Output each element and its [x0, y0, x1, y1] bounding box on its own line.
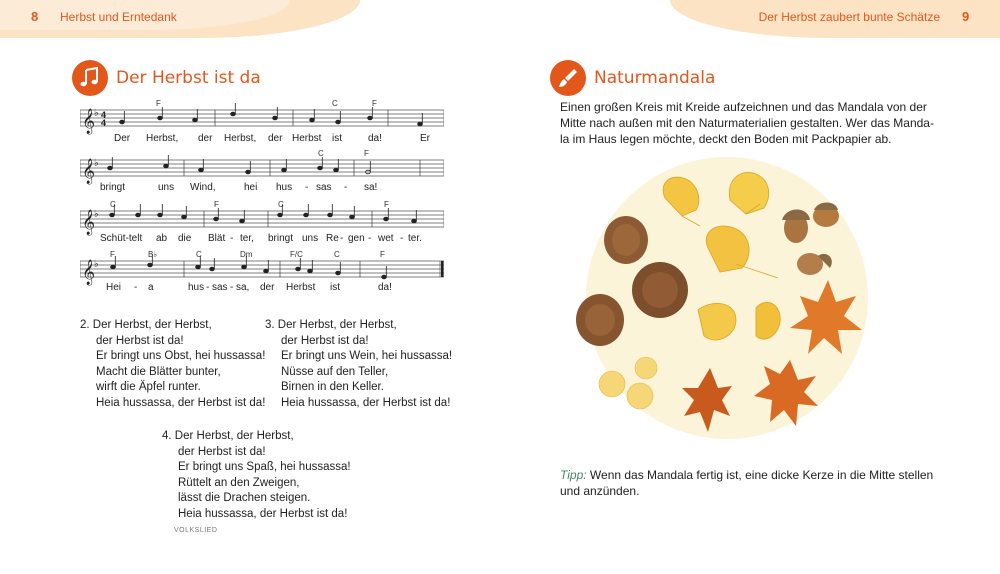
lyric-syllable: Herbst	[292, 133, 322, 144]
chord-label: C	[318, 149, 324, 158]
music-note-icon	[72, 60, 108, 96]
lyric-syllable: -	[134, 282, 138, 293]
lyric-syllable: ab	[156, 233, 168, 244]
tip-line	[560, 467, 940, 483]
lyric-syllable: uns	[302, 233, 319, 244]
svg-text:♭: ♭	[94, 108, 99, 119]
paintbrush-icon	[550, 60, 586, 96]
verse-line: Birnen in den Keller.	[281, 381, 384, 394]
lyric-syllable: Er	[420, 133, 430, 144]
instruction-line: Mitte nach außen mit den Naturmaterialien gestalten. Wer das Manda-	[560, 116, 934, 130]
chord-label: C	[110, 200, 116, 209]
verse-3	[265, 318, 452, 412]
lyric-syllable: hus	[188, 282, 205, 293]
lyric-syllable: der	[198, 133, 213, 144]
verse-line: Er bringt uns Wein, hei hussassa!	[281, 350, 453, 363]
acorn	[782, 210, 810, 244]
verse-line: Macht die Blätter bunter,	[96, 365, 221, 378]
verse-line: Rüttelt an den Zweigen,	[178, 476, 300, 489]
lyric-syllable: der	[260, 282, 275, 293]
lyric-syllable: ter,	[240, 233, 254, 244]
mandala-tip	[560, 467, 940, 499]
staff-1	[80, 96, 444, 146]
lyric-syllable: bringt	[100, 182, 126, 193]
running-header-left: Herbst und Erntedank	[60, 10, 177, 24]
lyric-syllable: ist	[330, 282, 340, 293]
acorn	[797, 253, 832, 275]
chord-label: C	[332, 99, 338, 108]
tip-label: Tipp:	[560, 468, 587, 482]
lyric-syllable: Herbst,	[224, 133, 257, 144]
section-title-mandala: Naturmandala	[594, 68, 716, 88]
lyric-syllable: -	[340, 233, 344, 244]
verse-4	[162, 429, 351, 523]
svg-text:♭: ♭	[94, 259, 99, 270]
verse-line: Er bringt uns Obst, hei hussassa!	[96, 350, 266, 363]
maple-leaf	[682, 368, 732, 432]
lyric-syllable: -	[344, 182, 348, 193]
yellow-berry	[599, 357, 657, 409]
lyric-syllable: -	[206, 282, 210, 293]
chord-label: F	[384, 200, 389, 209]
staff-1-notation	[80, 96, 444, 146]
lyric-syllable: Re	[326, 233, 339, 244]
lyric-syllable: sa!	[364, 182, 378, 193]
chord-label: F	[372, 99, 377, 108]
svg-text:𝄞: 𝄞	[82, 260, 96, 285]
ginkgo-leaf	[663, 177, 700, 226]
chord-label: B♭	[148, 250, 158, 259]
verse-line: der Herbst ist da!	[96, 334, 184, 347]
lyric-syllable: -	[230, 233, 234, 244]
lyric-syllable: Blät	[208, 233, 226, 244]
mandala-instructions	[560, 99, 940, 147]
lyric-syllable: -	[368, 233, 372, 244]
ginkgo-leaf	[706, 226, 778, 278]
lyric-syllable: -	[230, 282, 234, 293]
verse-line: lässt die Drachen steigen.	[178, 492, 311, 505]
lyric-syllable: der	[268, 133, 283, 144]
lyric-syllable: Wind,	[190, 182, 216, 193]
verse-line: Nüsse auf den Teller,	[281, 365, 389, 378]
chord-label: Dm	[240, 250, 253, 259]
verse-line: Heia hussassa, der Herbst ist da!	[281, 396, 451, 409]
mandala-illustration	[560, 160, 890, 450]
chord-label: C	[278, 200, 284, 209]
verse-line: wirft die Äpfel runter.	[96, 381, 201, 394]
lyric-syllable: -	[400, 233, 404, 244]
staff-3	[80, 197, 444, 247]
pine-cone	[576, 294, 624, 346]
svg-text:𝄞: 𝄞	[82, 159, 96, 184]
lyric-syllable: a	[148, 282, 154, 293]
lyric-syllable: uns	[158, 182, 175, 193]
verse-line: Heia hussassa, der Herbst ist da!	[96, 396, 266, 409]
verse-line: 3. Der Herbst, der Herbst,	[265, 319, 397, 331]
acorn	[813, 203, 839, 228]
tip-text: Wenn das Mandala fertig ist, eine dicke Kerze in die Mitte stellen	[586, 468, 934, 482]
ginkgo-leaf	[756, 302, 780, 339]
pine-cone	[604, 216, 648, 264]
svg-text:♭: ♭	[94, 158, 99, 169]
staff-2	[80, 146, 444, 196]
chord-label: C	[334, 250, 340, 259]
svg-text:𝄞: 𝄞	[82, 210, 96, 235]
lyric-syllable: bringt	[268, 233, 294, 244]
chord-label: F	[110, 250, 115, 259]
pine-cone	[632, 262, 688, 318]
chord-label: F	[364, 149, 369, 158]
chord-label: C	[196, 250, 202, 259]
verse-2	[80, 318, 265, 412]
lyric-syllable: gen	[348, 233, 365, 244]
svg-text:4: 4	[101, 110, 107, 120]
lyric-syllable: wet	[378, 233, 394, 244]
ginkgo-leaf	[698, 303, 736, 340]
lyric-syllable: Der	[114, 133, 131, 144]
lyric-syllable: sas	[316, 182, 332, 193]
svg-text:𝄞: 𝄞	[82, 109, 96, 134]
instruction-line: la im Haus legen möchte, deckt den Boden mit Packpapier ab.	[560, 132, 892, 146]
page-number-left: 8	[31, 9, 39, 24]
lyric-syllable: hei	[244, 182, 258, 193]
verse-line: der Herbst ist da!	[178, 445, 266, 458]
chord-label: F/C	[290, 250, 303, 259]
staff-4	[80, 247, 444, 297]
lyric-syllable: Herbst,	[146, 133, 179, 144]
lyric-syllable: ist	[332, 133, 342, 144]
lyric-syllable: ter.	[408, 233, 422, 244]
verse-line: der Herbst ist da!	[281, 334, 369, 347]
verse-line: 2. Der Herbst, der Herbst,	[80, 319, 212, 331]
lyric-syllable: Hei	[106, 282, 122, 293]
section-title-song: Der Herbst ist da	[116, 68, 261, 88]
verse-line: 4. Der Herbst, der Herbst,	[162, 430, 294, 442]
lyric-syllable: Schüt-telt	[100, 233, 143, 244]
svg-text:4: 4	[101, 118, 107, 128]
lyric-syllable: sa,	[236, 282, 250, 293]
maple-leaf	[790, 280, 862, 354]
chord-label: F	[214, 200, 219, 209]
chord-label: F	[156, 99, 161, 108]
lyric-syllable: da!	[368, 133, 382, 144]
instruction-line: Einen großen Kreis mit Kreide aufzeichnen und das Mandala von der	[560, 100, 927, 114]
song-credit: VOLKSLIED	[174, 527, 218, 534]
lyric-syllable: Herbst	[286, 282, 316, 293]
maple-leaf	[754, 360, 818, 426]
verse-line: Er bringt uns Spaß, hei hussassa!	[178, 461, 351, 474]
staff-2-notation	[80, 146, 444, 196]
chord-label: F	[380, 250, 385, 259]
lyric-syllable: da!	[378, 282, 392, 293]
lyric-syllable: sas	[212, 282, 228, 293]
verse-line: Heia hussassa, der Herbst ist da!	[178, 507, 348, 520]
ginkgo-leaf	[729, 172, 768, 214]
page-number-right: 9	[962, 9, 970, 24]
running-header-right: Der Herbst zaubert bunte Schätze	[758, 10, 940, 24]
lyric-syllable: die	[178, 233, 192, 244]
tip-line-2: und anzünden.	[560, 484, 640, 498]
svg-text:♭: ♭	[94, 209, 99, 220]
lyric-syllable: hus	[276, 182, 293, 193]
lyric-syllable: -	[305, 182, 309, 193]
